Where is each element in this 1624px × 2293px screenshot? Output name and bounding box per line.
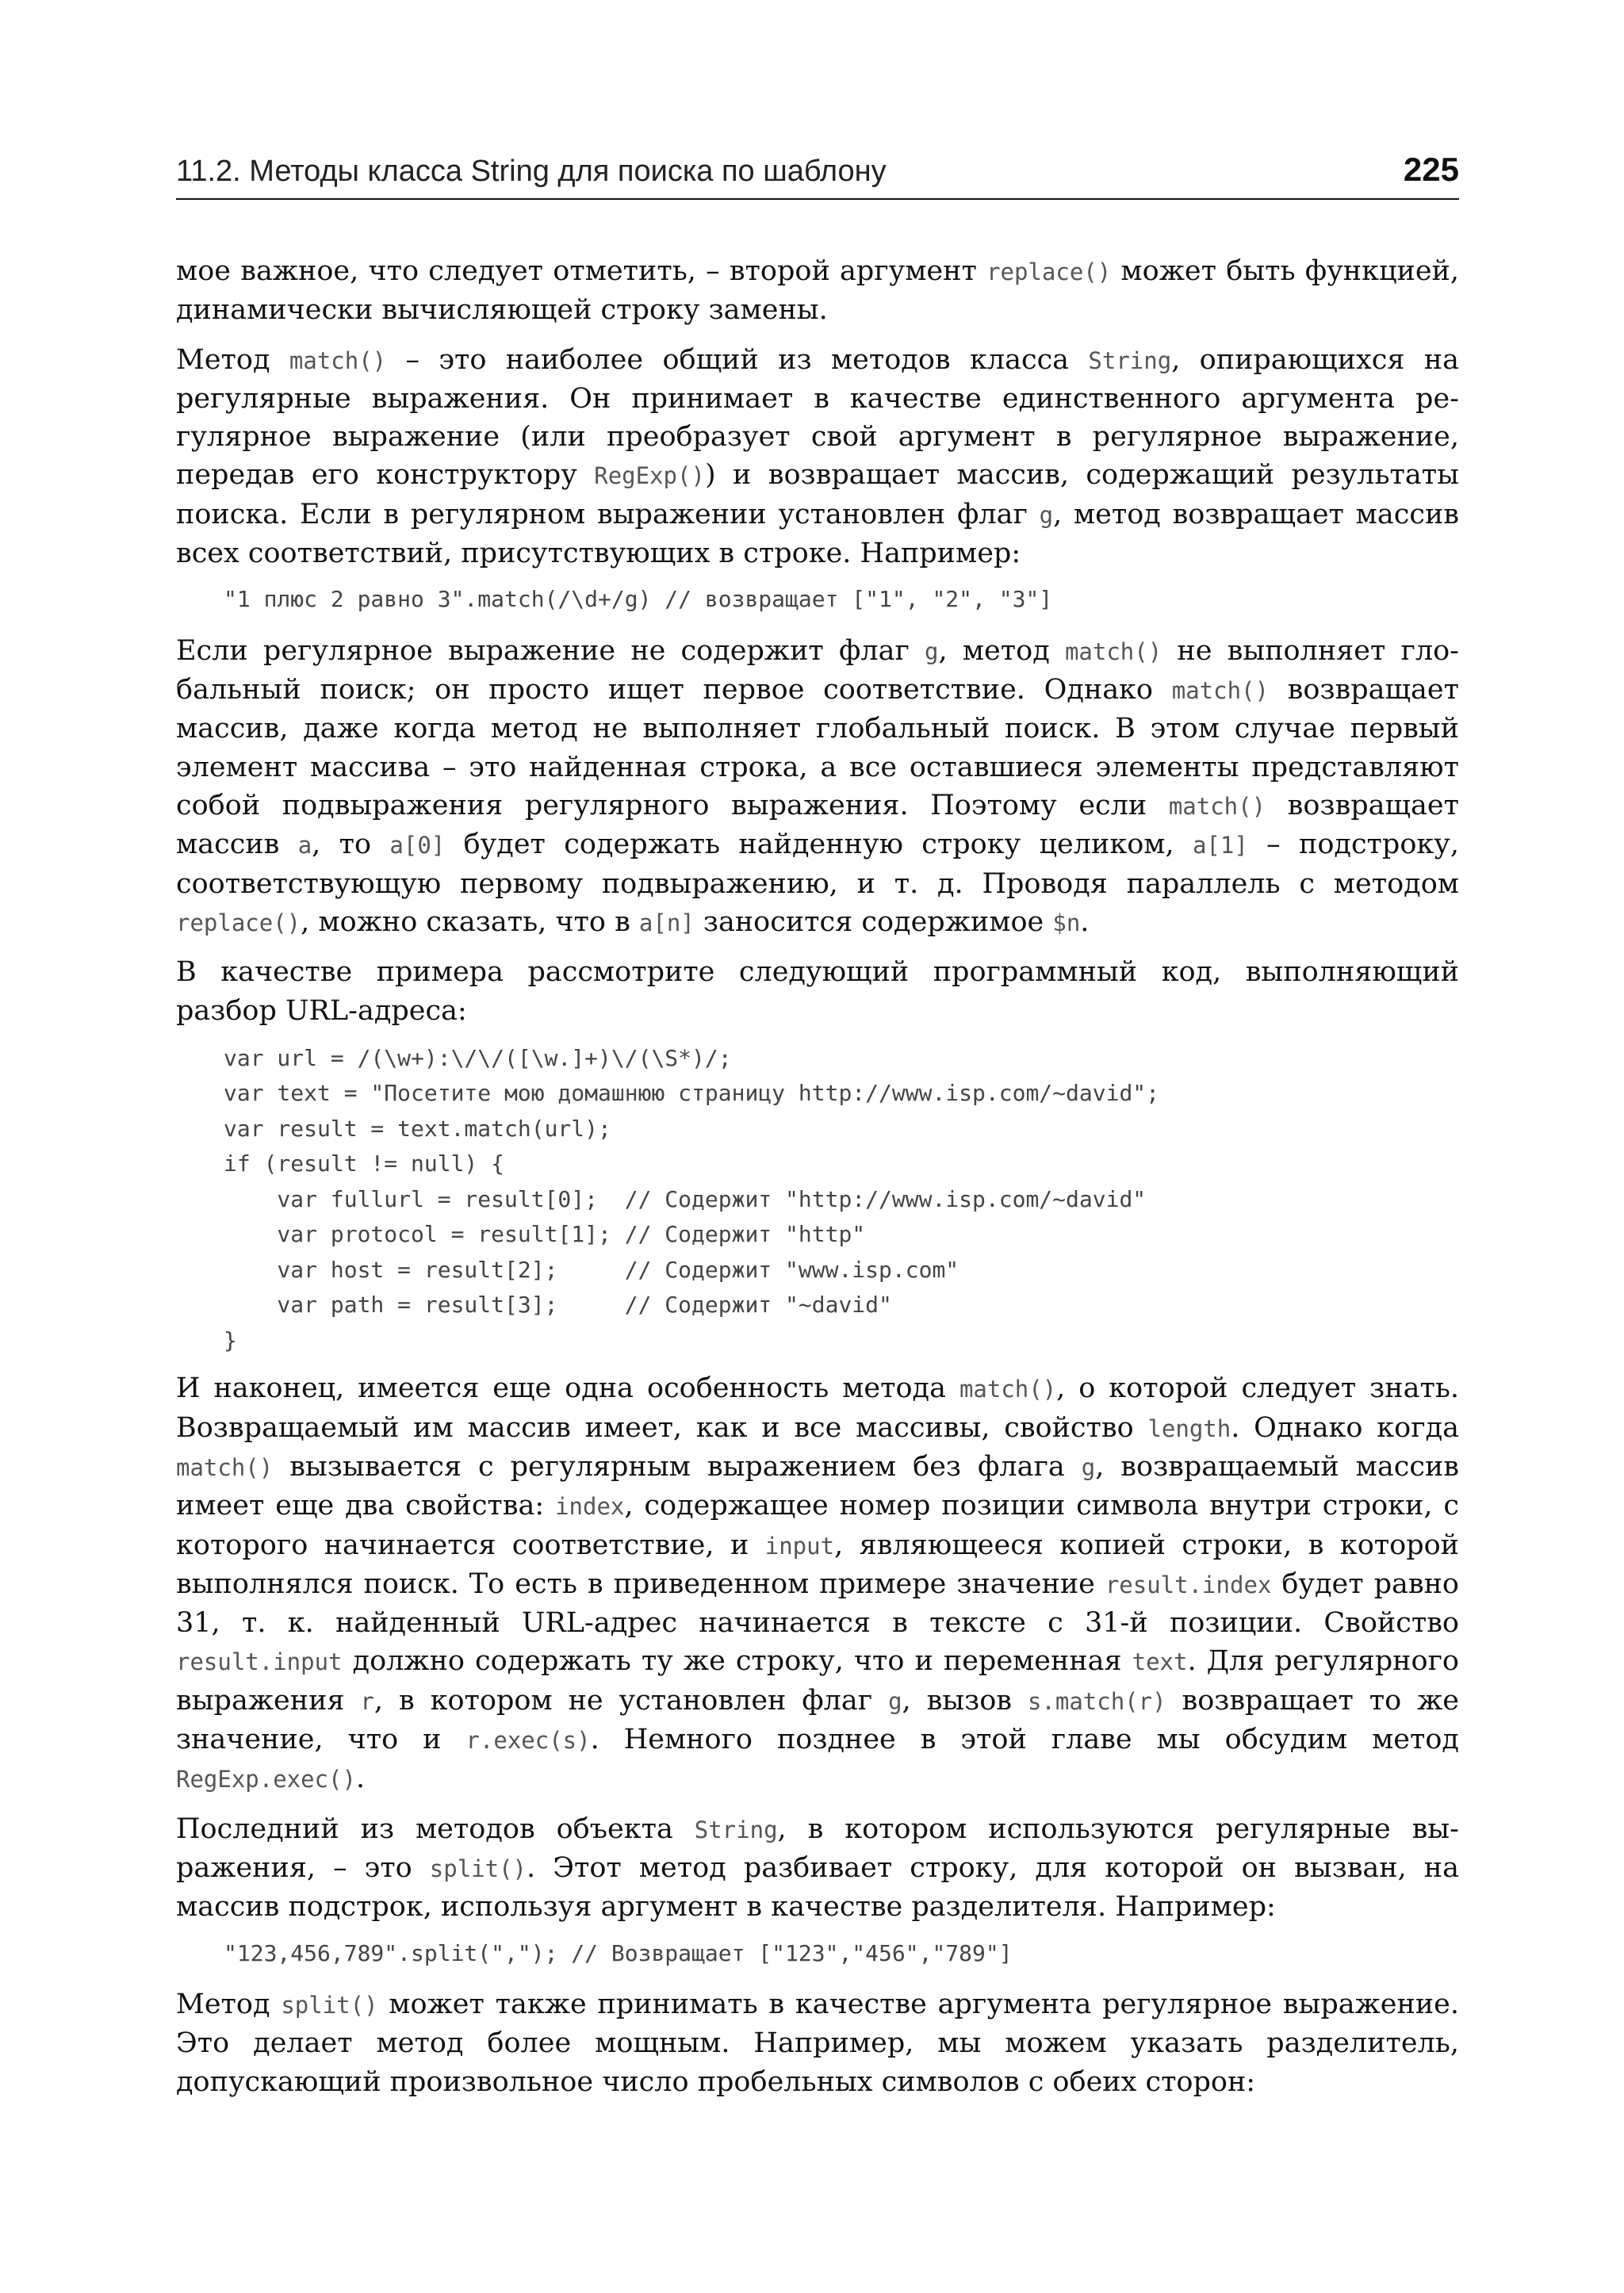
running-header [176,149,1459,200]
text-run: будет равно 31, т. к. найденный URL-адрес начинается в тексте с 31-й позиции. Свойство [176,1568,1459,1640]
text-run: может также принимать в качестве аргумента регулярное выражение. Это делает метод более мощным. Например, мы можем указать разделитель, допускающий произвольное число пробельных символов с обеих сторон: [176,1989,1459,2098]
text-run: , вызов [902,1684,1028,1717]
page-number: 225 [1403,151,1459,188]
inline-code: g [1081,1453,1096,1481]
inline-code: match() [1168,793,1266,821]
text-run: , в котором не установлен флаг [373,1684,889,1717]
header-rule [176,198,1459,200]
code-listing [224,1936,1459,1972]
inline-code: input [764,1532,835,1560]
text-run: , можно сказать, что в [301,905,639,938]
inline-code: g [925,637,939,665]
code-line: var result = text.match(url); [224,1115,611,1142]
inline-code: a[0] [389,832,446,859]
inline-code: s.match(r) [1027,1687,1166,1715]
body-paragraph [176,1810,1459,1927]
text-run: Последний из методов объекта [176,1813,695,1845]
text-run: вызывается с регулярным выражением без флага [273,1450,1082,1483]
inline-code: match() [959,1376,1057,1403]
inline-code: g [1039,501,1054,529]
text-run: , о которой следует знать. Возвращаемый им массив имеет, как и все массивы, свойство [176,1372,1459,1444]
inline-code: RegExp.exec() [176,1766,356,1793]
text-run: , содержащее номер позиции символа внутри строки, с которого начинается соответствие, и [176,1490,1460,1561]
code-listing [224,582,1459,618]
code-listing [224,1041,1459,1359]
text-run: Метод [176,1989,282,2020]
inline-code: index [555,1493,625,1521]
text-run: будет содержать найденную строку целиком, [445,829,1193,861]
text-run: – это наиболее общий из методов класса [386,343,1089,376]
inline-code: match() [1064,637,1162,665]
text-run: , метод [938,634,1065,667]
text-run: , метод возвращает массив всех соответствий, присутствующих в строке. Например: [176,498,1459,570]
body-paragraph [176,632,1459,942]
text-run: , то [312,829,390,861]
body-paragraph [176,953,1459,1030]
inline-code: split() [429,1855,527,1882]
text-run: возвращает то же значение, что и [176,1684,1460,1756]
inline-code: a [297,832,312,859]
code-line: var fullurl = result[0]; // Содержит "http://www.isp.com/~david" [224,1185,1147,1212]
body-paragraph [176,252,1459,330]
text-run: . Этот метод разбивает строку, для которой он вызван, на массив подстрок, используя аргумент в качестве разделителя. Например: [176,1851,1459,1924]
text-run: , в котором используются регулярные выражения, – это [176,1813,1459,1884]
text-run: должно содержать ту же строку, что и переменная [342,1645,1132,1678]
text-run: мое важное, что следует отметить, – второй аргумент [176,255,987,287]
inline-code: String [1088,346,1172,374]
section-title: 11.2. Методы класса String для поиска по шаблону [176,155,887,188]
inline-code: replace() [176,909,301,936]
body-paragraph [176,1985,1459,2101]
text-run: заносится содержимое [694,905,1053,938]
inline-code: g [888,1687,902,1715]
inline-code: $n [1052,909,1081,936]
inline-code: match() [1171,677,1269,705]
code-line: var host = result[2]; // Содержит "www.isp.com" [224,1256,959,1283]
text-run: И наконец, имеется еще одна особенность метода [176,1372,959,1405]
inline-code: result.index [1105,1571,1272,1598]
text-run: В качестве примера рассмотрите следующий программный код, выполняющий разбор URL-адреса: [176,956,1459,1027]
inline-code: r [360,1687,374,1715]
text-run: . [355,1763,366,1795]
inline-code: result.input [176,1648,343,1676]
text-run: . [1080,905,1090,938]
inline-code: r.exec(s) [465,1727,591,1755]
text-run: возвращает массив [176,790,1459,861]
text-run: . Для регулярного выражения [176,1645,1459,1717]
inline-code: String [694,1816,778,1843]
inline-code: a[1] [1192,832,1248,859]
page-body [176,252,1459,2112]
inline-code: RegExp() [594,462,705,490]
inline-code: split() [281,1992,378,2019]
code-line: if (result != null) { [224,1150,505,1177]
text-run: может быть функцией, динамически вычисляющей строку замены. [176,255,1459,327]
inline-code: match() [176,1453,274,1481]
text-run: . Однако когда [1231,1411,1459,1444]
code-line: var protocol = result[1]; // Содержит "http" [224,1221,866,1248]
text-run: ) и возвращает массив, содержащий результаты поиска. Если в регулярном выражении установлен флаг [176,459,1459,530]
code-line: var text = "Посетите мою домашнюю страницу http://www.isp.com/~david"; [224,1080,1160,1107]
text-run: . Немного позднее в этой главе мы обсудим метод [590,1724,1459,1756]
body-paragraph [176,1369,1459,1798]
inline-code: text [1132,1648,1188,1676]
inline-code: length [1147,1414,1231,1442]
text-run: не выполняет глобальный поиск; он просто ищет первое соответствие. Однако [176,634,1459,706]
inline-code: a[n] [638,909,695,936]
text-run: Если регулярное выражение не содержит флаг [176,634,925,667]
code-line: "123,456,789".split(","); // Возвращает ["123","456","789"] [224,1939,1013,1966]
body-paragraph [176,341,1459,573]
inline-code: replace() [986,258,1112,285]
text-run: , возвращаемый массив имеет еще два свойства: [176,1450,1459,1522]
code-line: var path = result[3]; // Содержит "~david" [224,1292,892,1319]
text-run: возвращает массив, даже когда метод не выполняет глобальный поиск. В этом случае первый элемент массива – это найденная строка, а все оставшиеся элементы представляют собой подвыражения регулярного выражения. Поэтому если [176,674,1459,822]
text-run: , опирающихся на регулярные выражения. Он принимает в качестве единственного аргумента регулярное выражение (или преобразует свой аргумент в регулярное выражение, передав его конструктору [176,343,1459,492]
text-run: – подстроку, соответствующую первому подвыражению, и т. д. Проводя параллель с методом [176,829,1459,900]
code-line: var url = /(\w+):\/\/([\w.]+)\/(\S*)/; [224,1044,732,1071]
inline-code: match() [289,346,387,374]
code-line: } [224,1326,237,1353]
code-line: "1 плюс 2 равно 3".match(/\d+/g) // возвращает ["1", "2", "3"] [224,586,1053,613]
text-run: Метод [176,343,289,376]
text-run: , являющееся копией строки, в которой выполнялся поиск. То есть в приведенном примере значение [176,1529,1459,1600]
